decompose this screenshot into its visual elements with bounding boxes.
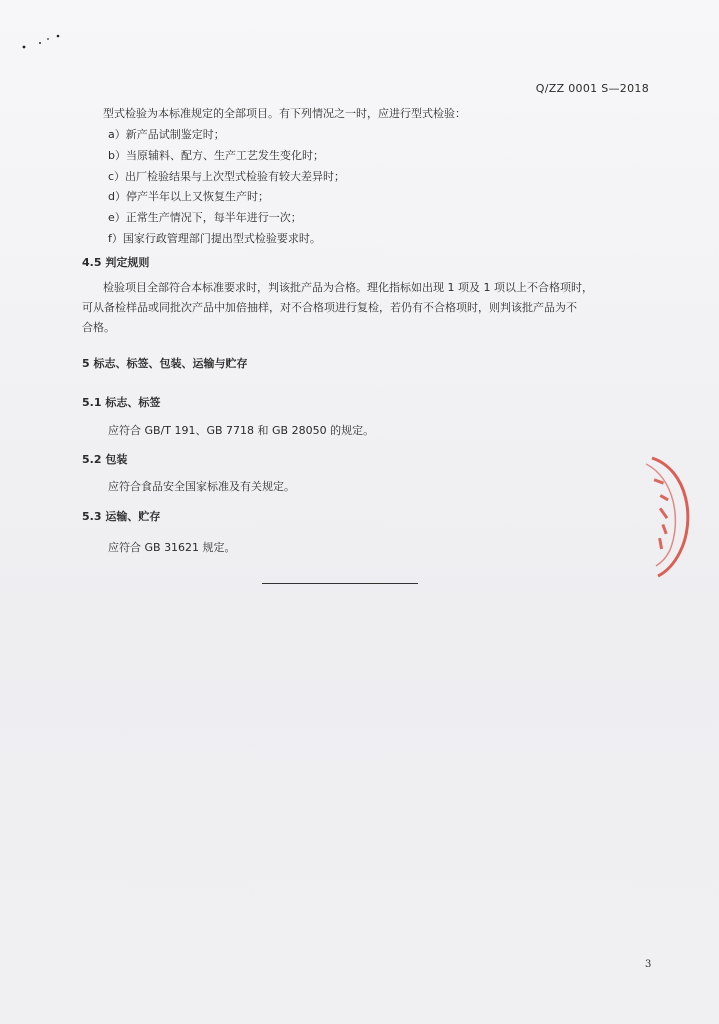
document-code: Q/ZZ 0001 S—2018 — [535, 82, 649, 95]
paragraph-line: 检验项目全部符合本标准要求时，判该批产品为合格。理化指标如出现 1 项及 1 项以上不合格项时， — [103, 281, 593, 294]
section-5-2-body: 应符合食品安全国家标准及有关规定。 — [108, 480, 295, 493]
list-item: b）当原辅料、配方、生产工艺发生变化时； — [108, 149, 324, 162]
end-divider — [262, 583, 418, 584]
section-heading-4-5: 4.5 判定规则 — [82, 256, 150, 269]
section-heading-5-3: 5.3 运输、贮存 — [82, 510, 161, 523]
scan-specks — [18, 28, 78, 58]
type-inspection-intro: 型式检验为本标准规定的全部项目。有下列情况之一时，应进行型式检验： — [103, 107, 466, 120]
list-item: c）出厂检验结果与上次型式检验有较大差异时； — [108, 170, 346, 183]
list-item: e）正常生产情况下，每半年进行一次； — [108, 211, 302, 224]
paragraph-line: 可从备检样品或同批次产品中加倍抽样，对不合格项进行复检，若仍有不合格项时，则判该批产品为不 — [82, 301, 577, 314]
list-item: a）新产品试制鉴定时； — [108, 128, 225, 141]
section-5-1-body: 应符合 GB/T 191、GB 7718 和 GB 28050 的规定。 — [108, 424, 375, 437]
section-heading-5: 5 标志、标签、包装、运输与贮存 — [82, 357, 248, 370]
paragraph-line: 合格。 — [82, 321, 115, 334]
page-number: 3 — [645, 959, 652, 970]
list-item: d）停产半年以上又恢复生产时； — [108, 190, 269, 203]
section-heading-5-1: 5.1 标志、标签 — [82, 396, 161, 409]
list-item: f）国家行政管理部门提出型式检验要求时。 — [108, 232, 321, 245]
red-seal-stamp — [630, 450, 700, 580]
section-5-3-body: 应符合 GB 31621 规定。 — [108, 541, 236, 554]
section-heading-5-2: 5.2 包装 — [82, 453, 128, 466]
